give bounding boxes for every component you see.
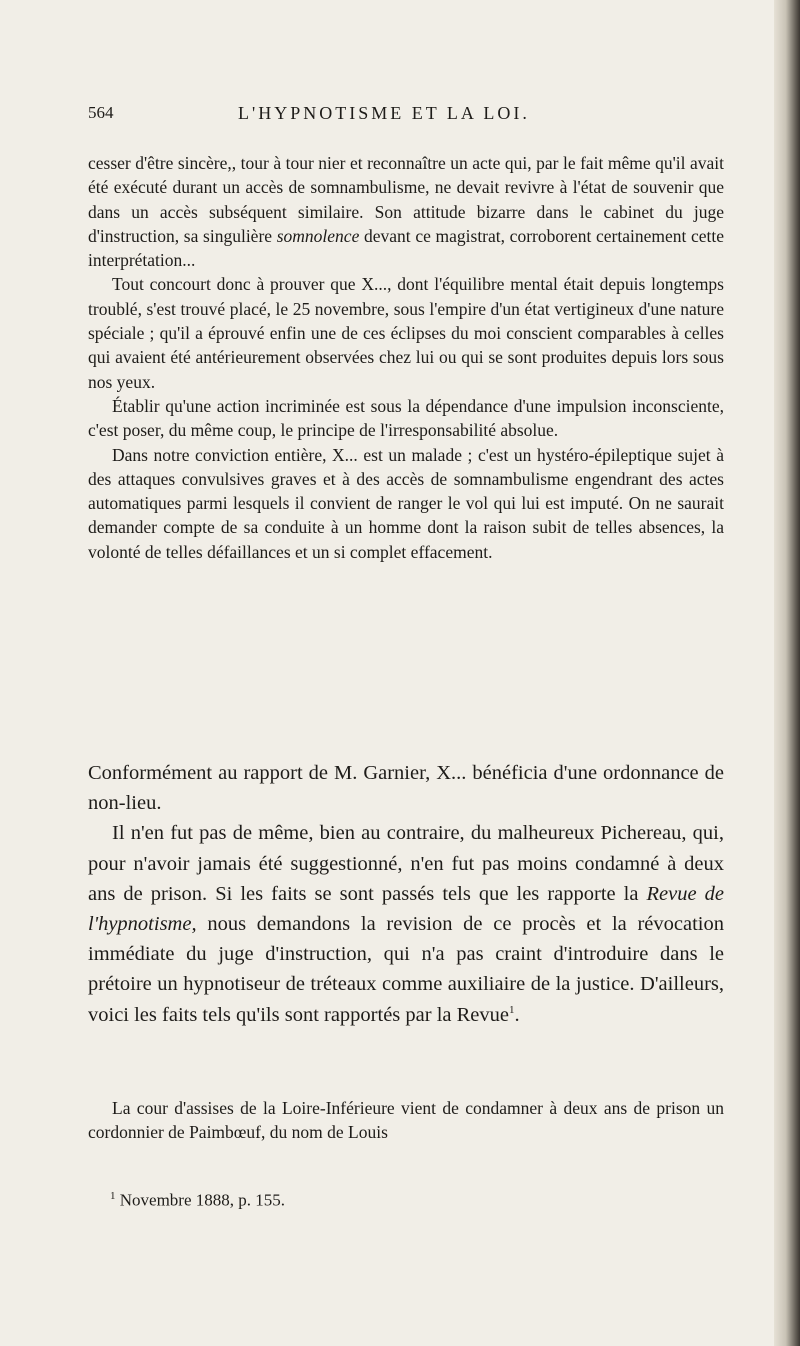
paragraph: Établir qu'une action incriminée est sous la dépendance d'une impulsion inconsciente, c'est poser, du même coup, le principe de l'irresponsabilité absolue. [88,395,724,441]
paragraph-text: nous demandons la revision de ce procès et la révocation immédiate du juge d'instruction, qui n'a pas craint d'introduire dans le prétoire un hypnotiseur de tréteaux comme auxiliaire de la justice. D'ailleurs, voici les faits tels qu'ils sont rapportés par la Revue [88,913,724,1026]
footnote-marker: 1 [110,1190,116,1202]
running-title: L'HYPNOTISME ET LA LOI. [238,103,530,123]
paragraph-text: cesser d'être sincère,, tour à tour nier et reconnaître un acte qui, par le fait même qu'il avait été exécuté durant un accès de somnambulisme, ne devait revivre à l'état de souvenir que dans un accès subséquent similaire. Son attitude bizarre dans le cabinet du juge d'instruction, sa singulière [88,153,724,246]
paragraph-text: . [514,1003,520,1026]
footnote [110,1190,285,1211]
paragraph: Tout concourt donc à prouver que X..., dont l'équilibre mental était depuis longtemps troublé, s'est trouvé placé, le 25 novembre, sous l'empire d'un état vertigineux d'une nature spéciale ; qu'il a éprouvé enfin une de ces éclipses du moi conscient comparables à celles qui avaient été antérieurement observées chez lui ou qui se sont produites depuis lors sous nos yeux. [88,274,724,392]
body-text-large [88,758,724,1030]
page-header [88,103,724,127]
footnote-reference[interactable]: 1 [509,1003,515,1016]
paragraph [88,818,724,1029]
footnote-text: Novembre 1888, p. 155. [119,1190,286,1210]
emphasis-text: Revue de l'hypnotisme, [88,882,725,936]
emphasis-text: somnolence [276,225,360,246]
paragraph-text: Il n'en fut pas de même, bien au contraire, du malheureux Pichereau, qui, pour n'avoir jamais été suggestionné, n'en fut pas moins condamné à deux ans de prison. Si les faits se sont passés tels que les rapporte la [88,822,724,905]
paragraph [88,151,724,272]
paragraph-text: devant ce magistrat, corroborent certainement cette interprétation... [88,225,725,271]
paragraph: La cour d'assises de la Loire-Inférieure vient de condamner à deux ans de prison un cordonnier de Paimbœuf, du nom de Louis [88,1098,724,1143]
page-edge-shadow [774,0,800,1346]
paragraph: Dans notre conviction entière, X... est un malade ; c'est un hystéro-épileptique sujet à des attaques convulsives graves et à des accès de somnambulisme engendrant des actes automatiques parmi lesquels il convient de ranger le vol qui lui est imputé. On ne saurait demander compte de sa conduite à un homme dont la raison subit de telles absences, la volonté de telles défaillances et un si complet effacement. [88,444,724,562]
page-number: 564 [88,103,114,122]
body-text-small [88,151,724,564]
paragraph: Conformément au rapport de M. Garnier, X... bénéficia d'une ordonnance de non-lieu. [88,762,724,815]
body-text-small-continued [88,1096,724,1145]
